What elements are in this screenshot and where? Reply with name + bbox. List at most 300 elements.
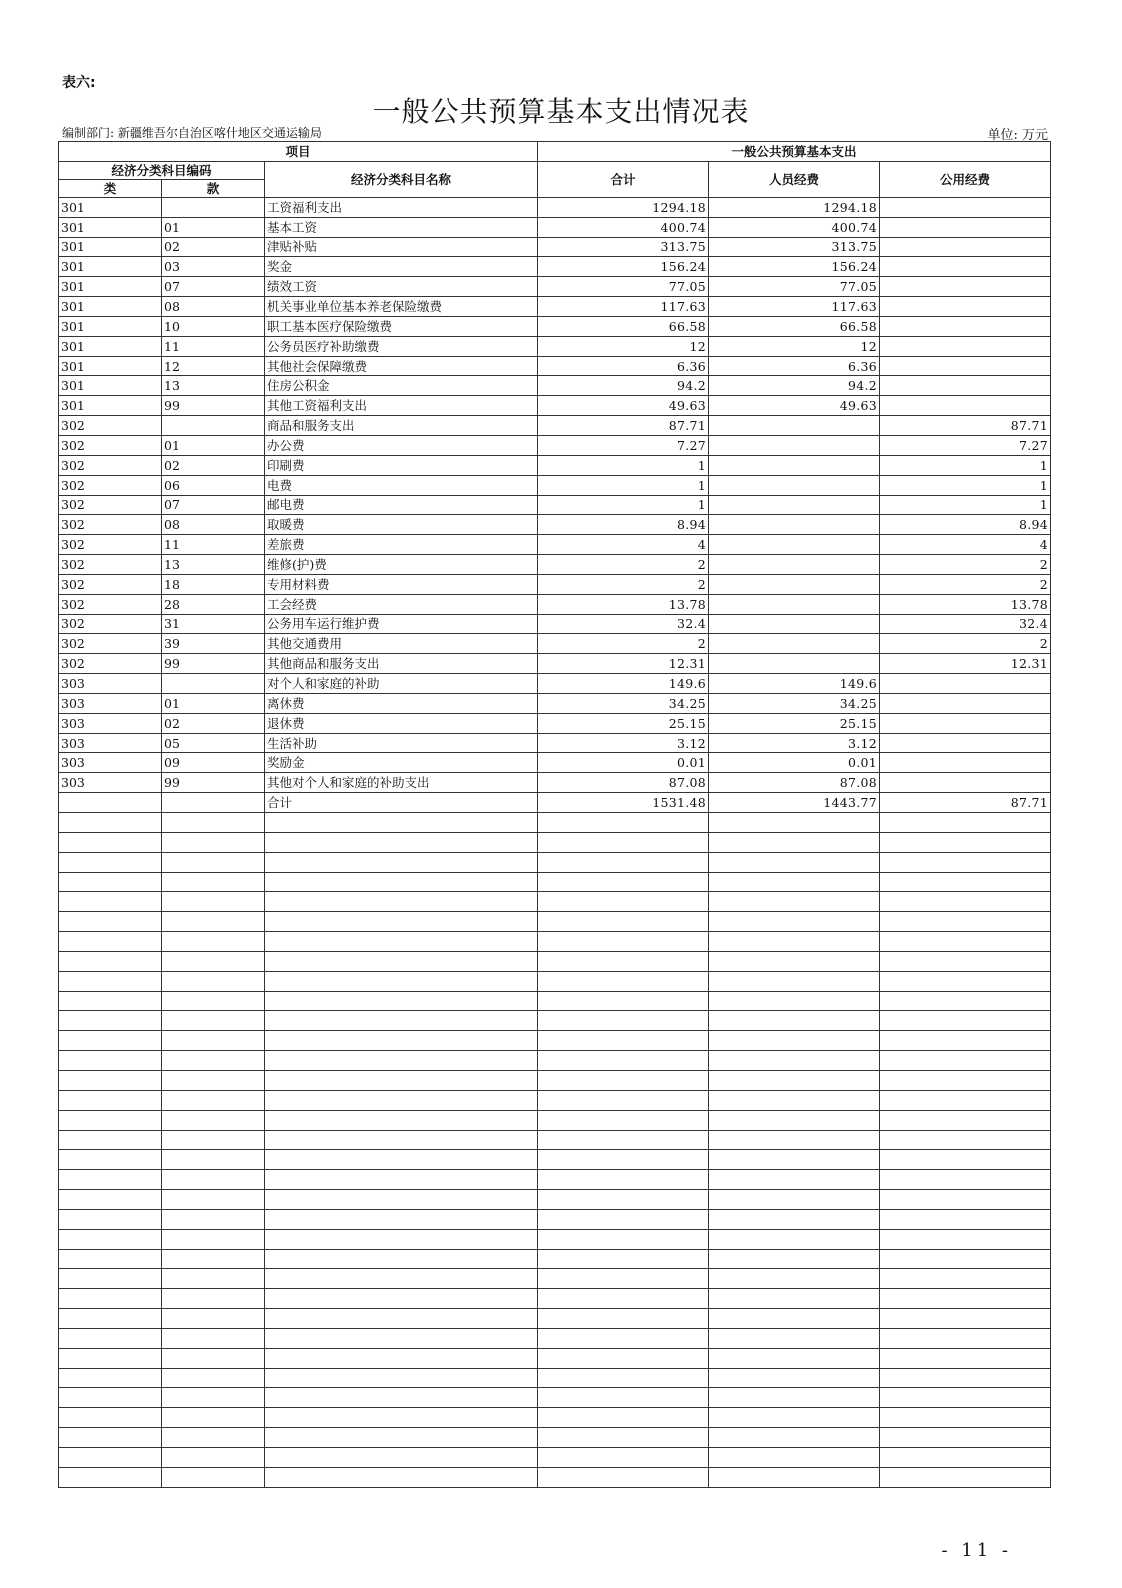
empty-cell xyxy=(59,832,162,852)
cell-lei: 302 xyxy=(59,594,162,614)
empty-cell xyxy=(880,1289,1051,1309)
empty-cell xyxy=(880,1070,1051,1090)
empty-cell xyxy=(538,971,709,991)
empty-cell xyxy=(162,1428,265,1448)
cell-total: 3.12 xyxy=(538,733,709,753)
empty-cell xyxy=(880,1328,1051,1348)
empty-cell xyxy=(538,1408,709,1428)
table-row xyxy=(59,634,1051,654)
cell-kuan: 99 xyxy=(162,396,265,416)
cell-lei: 302 xyxy=(59,475,162,495)
cell-personnel xyxy=(709,574,880,594)
empty-cell xyxy=(709,1368,880,1388)
cell-lei: 301 xyxy=(59,237,162,257)
cell-public: 4 xyxy=(880,535,1051,555)
cell-lei: 302 xyxy=(59,634,162,654)
empty-cell xyxy=(265,1388,538,1408)
empty-cell xyxy=(162,1467,265,1487)
cell-name: 其他交通费用 xyxy=(265,634,538,654)
table-row xyxy=(59,753,1051,773)
cell-name: 其他对个人和家庭的补助支出 xyxy=(265,773,538,793)
empty-cell xyxy=(162,1328,265,1348)
empty-cell xyxy=(880,892,1051,912)
empty-cell xyxy=(162,832,265,852)
empty-cell xyxy=(880,872,1051,892)
empty-row xyxy=(59,1051,1051,1071)
empty-cell xyxy=(265,932,538,952)
empty-cell xyxy=(59,932,162,952)
cell-lei: 301 xyxy=(59,257,162,277)
table-row xyxy=(59,197,1051,217)
empty-row xyxy=(59,991,1051,1011)
empty-cell xyxy=(880,1269,1051,1289)
empty-cell xyxy=(265,971,538,991)
cell-kuan: 13 xyxy=(162,555,265,575)
empty-cell xyxy=(538,912,709,932)
cell-lei: 302 xyxy=(59,515,162,535)
cell-name: 专用材料费 xyxy=(265,574,538,594)
cell-kuan xyxy=(162,674,265,694)
empty-cell xyxy=(538,1011,709,1031)
empty-row xyxy=(59,1467,1051,1487)
empty-cell xyxy=(880,991,1051,1011)
empty-row xyxy=(59,1130,1051,1150)
empty-cell xyxy=(265,951,538,971)
empty-cell xyxy=(59,1031,162,1051)
empty-cell xyxy=(59,1309,162,1329)
cell-lei: 302 xyxy=(59,535,162,555)
cell-total: 313.75 xyxy=(538,237,709,257)
cell-name: 电费 xyxy=(265,475,538,495)
empty-cell xyxy=(880,932,1051,952)
empty-row xyxy=(59,1209,1051,1229)
cell-kuan: 02 xyxy=(162,237,265,257)
cell-total: 2 xyxy=(538,555,709,575)
cell-name: 基本工资 xyxy=(265,217,538,237)
empty-cell xyxy=(538,892,709,912)
table-row xyxy=(59,416,1051,436)
empty-cell xyxy=(709,932,880,952)
cell-public: 13.78 xyxy=(880,594,1051,614)
cell-public xyxy=(880,316,1051,336)
cell-public xyxy=(880,674,1051,694)
cell-lei: 302 xyxy=(59,614,162,634)
cell-personnel: 400.74 xyxy=(709,217,880,237)
empty-cell xyxy=(265,1368,538,1388)
empty-row xyxy=(59,1289,1051,1309)
table-row xyxy=(59,356,1051,376)
empty-cell xyxy=(59,1368,162,1388)
cell-name: 办公费 xyxy=(265,435,538,455)
cell-lei: 303 xyxy=(59,713,162,733)
empty-row xyxy=(59,1388,1051,1408)
cell-lei: 301 xyxy=(59,316,162,336)
empty-row xyxy=(59,1110,1051,1130)
empty-cell xyxy=(880,1150,1051,1170)
empty-cell xyxy=(880,1011,1051,1031)
cell-public: 12.31 xyxy=(880,654,1051,674)
cell-total: 34.25 xyxy=(538,693,709,713)
cell-kuan: 12 xyxy=(162,356,265,376)
empty-cell xyxy=(709,892,880,912)
empty-cell xyxy=(59,991,162,1011)
cell-kuan xyxy=(162,197,265,217)
empty-cell xyxy=(265,1110,538,1130)
table-row xyxy=(59,396,1051,416)
empty-cell xyxy=(880,1209,1051,1229)
cell-kuan: 99 xyxy=(162,773,265,793)
empty-cell xyxy=(880,1051,1051,1071)
cell-kuan: 39 xyxy=(162,634,265,654)
cell-personnel xyxy=(709,495,880,515)
cell-kuan: 01 xyxy=(162,217,265,237)
empty-cell xyxy=(538,852,709,872)
cell-personnel xyxy=(709,416,880,436)
cell-public: 2 xyxy=(880,574,1051,594)
empty-cell xyxy=(538,1368,709,1388)
empty-cell xyxy=(162,1190,265,1210)
empty-cell xyxy=(538,1070,709,1090)
cell-public xyxy=(880,396,1051,416)
empty-cell xyxy=(59,1090,162,1110)
empty-cell xyxy=(265,1448,538,1468)
cell-name: 职工基本医疗保险缴费 xyxy=(265,316,538,336)
cell-total: 25.15 xyxy=(538,713,709,733)
empty-cell xyxy=(709,1090,880,1110)
code-group-header: 经济分类科目编码 xyxy=(59,161,265,179)
table-row xyxy=(59,237,1051,257)
empty-row xyxy=(59,813,1051,833)
cell-lei: 301 xyxy=(59,336,162,356)
cell-kuan: 03 xyxy=(162,257,265,277)
empty-cell xyxy=(59,1110,162,1130)
cell-public: 87.71 xyxy=(880,416,1051,436)
empty-cell xyxy=(538,1130,709,1150)
empty-row xyxy=(59,1170,1051,1190)
cell-lei: 303 xyxy=(59,773,162,793)
empty-row xyxy=(59,832,1051,852)
cell-name: 对个人和家庭的补助 xyxy=(265,674,538,694)
empty-cell xyxy=(880,1428,1051,1448)
cell-personnel: 156.24 xyxy=(709,257,880,277)
table-number-label: 表六: xyxy=(62,75,96,91)
empty-cell xyxy=(265,832,538,852)
kuan-header: 款 xyxy=(162,179,265,197)
table-row xyxy=(59,674,1051,694)
public-header: 公用经费 xyxy=(880,161,1051,197)
cell-public xyxy=(880,356,1051,376)
cell-name: 机关事业单位基本养老保险缴费 xyxy=(265,297,538,317)
cell-total: 117.63 xyxy=(538,297,709,317)
cell-name: 其他社会保障缴费 xyxy=(265,356,538,376)
empty-cell xyxy=(59,1269,162,1289)
cell-name: 维修(护)费 xyxy=(265,555,538,575)
empty-cell xyxy=(538,1328,709,1348)
empty-cell xyxy=(709,1011,880,1031)
cell-personnel: 12 xyxy=(709,336,880,356)
cell-name: 合计 xyxy=(265,793,538,813)
empty-cell xyxy=(880,1130,1051,1150)
cell-lei: 303 xyxy=(59,753,162,773)
table-row xyxy=(59,733,1051,753)
cell-kuan: 01 xyxy=(162,693,265,713)
empty-cell xyxy=(265,1031,538,1051)
empty-cell xyxy=(880,1309,1051,1329)
cell-kuan: 08 xyxy=(162,515,265,535)
empty-cell xyxy=(162,1448,265,1468)
empty-cell xyxy=(265,1011,538,1031)
empty-cell xyxy=(880,1190,1051,1210)
table-row xyxy=(59,515,1051,535)
empty-cell xyxy=(538,1229,709,1249)
cell-lei: 303 xyxy=(59,693,162,713)
empty-cell xyxy=(538,1448,709,1468)
empty-cell xyxy=(265,912,538,932)
empty-cell xyxy=(538,1269,709,1289)
empty-cell xyxy=(162,991,265,1011)
empty-row xyxy=(59,1408,1051,1428)
cell-personnel xyxy=(709,435,880,455)
cell-personnel xyxy=(709,455,880,475)
cell-total: 66.58 xyxy=(538,316,709,336)
table-row xyxy=(59,614,1051,634)
empty-cell xyxy=(538,991,709,1011)
cell-public: 1 xyxy=(880,475,1051,495)
empty-row xyxy=(59,1368,1051,1388)
table-row xyxy=(59,574,1051,594)
cell-name: 奖金 xyxy=(265,257,538,277)
table-row xyxy=(59,475,1051,495)
cell-kuan: 13 xyxy=(162,376,265,396)
project-header: 项目 xyxy=(59,142,538,162)
table-body xyxy=(59,197,1051,1487)
cell-total: 32.4 xyxy=(538,614,709,634)
cell-total: 77.05 xyxy=(538,277,709,297)
cell-kuan: 10 xyxy=(162,316,265,336)
empty-cell xyxy=(162,912,265,932)
empty-cell xyxy=(162,1130,265,1150)
empty-cell xyxy=(162,852,265,872)
empty-cell xyxy=(265,1051,538,1071)
table-row xyxy=(59,316,1051,336)
empty-cell xyxy=(538,1388,709,1408)
empty-cell xyxy=(265,1190,538,1210)
empty-cell xyxy=(162,892,265,912)
empty-cell xyxy=(538,1190,709,1210)
cell-name: 住房公积金 xyxy=(265,376,538,396)
cell-public xyxy=(880,297,1051,317)
empty-cell xyxy=(538,1467,709,1487)
empty-cell xyxy=(59,852,162,872)
empty-row xyxy=(59,892,1051,912)
empty-cell xyxy=(709,1110,880,1130)
cell-personnel: 25.15 xyxy=(709,713,880,733)
empty-cell xyxy=(709,813,880,833)
table-row xyxy=(59,336,1051,356)
empty-cell xyxy=(265,872,538,892)
cell-total: 13.78 xyxy=(538,594,709,614)
cell-public: 2 xyxy=(880,555,1051,575)
empty-cell xyxy=(880,1249,1051,1269)
cell-personnel: 0.01 xyxy=(709,753,880,773)
cell-personnel: 1294.18 xyxy=(709,197,880,217)
empty-cell xyxy=(59,1130,162,1150)
empty-row xyxy=(59,1090,1051,1110)
empty-cell xyxy=(265,1408,538,1428)
cell-public xyxy=(880,773,1051,793)
empty-cell xyxy=(162,872,265,892)
cell-lei: 302 xyxy=(59,435,162,455)
cell-personnel: 6.36 xyxy=(709,356,880,376)
empty-cell xyxy=(59,1428,162,1448)
empty-row xyxy=(59,912,1051,932)
empty-cell xyxy=(709,1229,880,1249)
empty-row xyxy=(59,872,1051,892)
cell-kuan: 06 xyxy=(162,475,265,495)
empty-cell xyxy=(162,1051,265,1071)
cell-total: 87.08 xyxy=(538,773,709,793)
cell-lei: 301 xyxy=(59,197,162,217)
cell-total: 1 xyxy=(538,495,709,515)
cell-public: 1 xyxy=(880,495,1051,515)
cell-personnel xyxy=(709,594,880,614)
cell-public: 2 xyxy=(880,634,1051,654)
lei-header: 类 xyxy=(59,179,162,197)
empty-cell xyxy=(538,932,709,952)
cell-total: 8.94 xyxy=(538,515,709,535)
cell-name: 退休费 xyxy=(265,713,538,733)
cell-kuan: 28 xyxy=(162,594,265,614)
empty-cell xyxy=(709,1309,880,1329)
empty-cell xyxy=(709,1428,880,1448)
cell-personnel: 34.25 xyxy=(709,693,880,713)
empty-row xyxy=(59,971,1051,991)
empty-cell xyxy=(265,892,538,912)
empty-row xyxy=(59,1348,1051,1368)
empty-row xyxy=(59,1428,1051,1448)
cell-kuan: 11 xyxy=(162,535,265,555)
empty-cell xyxy=(265,991,538,1011)
cell-total: 1531.48 xyxy=(538,793,709,813)
table-row xyxy=(59,594,1051,614)
empty-cell xyxy=(162,1170,265,1190)
cell-total: 156.24 xyxy=(538,257,709,277)
cell-public xyxy=(880,237,1051,257)
cell-lei xyxy=(59,793,162,813)
empty-cell xyxy=(709,1031,880,1051)
cell-kuan: 09 xyxy=(162,753,265,773)
empty-cell xyxy=(709,1170,880,1190)
cell-lei: 301 xyxy=(59,376,162,396)
cell-name: 其他商品和服务支出 xyxy=(265,654,538,674)
cell-personnel xyxy=(709,555,880,575)
table-row xyxy=(59,257,1051,277)
table-row xyxy=(59,297,1051,317)
cell-name: 公务员医疗补助缴费 xyxy=(265,336,538,356)
cell-total: 2 xyxy=(538,574,709,594)
department-label: 编制部门: 新疆维吾尔自治区喀什地区交通运输局 xyxy=(62,126,322,140)
cell-lei: 301 xyxy=(59,297,162,317)
empty-cell xyxy=(59,1348,162,1368)
empty-cell xyxy=(265,1467,538,1487)
cell-lei: 302 xyxy=(59,495,162,515)
cell-lei: 301 xyxy=(59,396,162,416)
empty-row xyxy=(59,1328,1051,1348)
cell-personnel: 313.75 xyxy=(709,237,880,257)
cell-kuan: 11 xyxy=(162,336,265,356)
empty-cell xyxy=(162,1249,265,1269)
empty-cell xyxy=(538,1249,709,1269)
table-row xyxy=(59,793,1051,813)
empty-cell xyxy=(162,1090,265,1110)
empty-cell xyxy=(709,1467,880,1487)
cell-total: 87.71 xyxy=(538,416,709,436)
empty-cell xyxy=(162,951,265,971)
cell-personnel: 49.63 xyxy=(709,396,880,416)
cell-kuan xyxy=(162,416,265,436)
cell-name: 工资福利支出 xyxy=(265,197,538,217)
table-row xyxy=(59,277,1051,297)
empty-cell xyxy=(162,1309,265,1329)
empty-cell xyxy=(538,1150,709,1170)
table-row xyxy=(59,376,1051,396)
empty-cell xyxy=(265,1130,538,1150)
empty-cell xyxy=(538,872,709,892)
empty-cell xyxy=(59,1209,162,1229)
cell-lei: 302 xyxy=(59,574,162,594)
empty-cell xyxy=(538,813,709,833)
table-row xyxy=(59,713,1051,733)
empty-cell xyxy=(59,1289,162,1309)
cell-total: 1 xyxy=(538,455,709,475)
cell-name: 工会经费 xyxy=(265,594,538,614)
empty-cell xyxy=(162,1408,265,1428)
empty-cell xyxy=(538,1090,709,1110)
cell-kuan: 01 xyxy=(162,435,265,455)
empty-cell xyxy=(59,1448,162,1468)
empty-cell xyxy=(538,832,709,852)
cell-total: 149.6 xyxy=(538,674,709,694)
empty-cell xyxy=(162,1011,265,1031)
empty-cell xyxy=(880,1229,1051,1249)
empty-cell xyxy=(538,1031,709,1051)
empty-cell xyxy=(59,1467,162,1487)
empty-cell xyxy=(709,1130,880,1150)
empty-cell xyxy=(265,1209,538,1229)
cell-total: 1294.18 xyxy=(538,197,709,217)
name-header: 经济分类科目名称 xyxy=(265,161,538,197)
cell-public: 32.4 xyxy=(880,614,1051,634)
empty-cell xyxy=(538,1051,709,1071)
empty-row xyxy=(59,1011,1051,1031)
empty-row xyxy=(59,1070,1051,1090)
empty-cell xyxy=(59,912,162,932)
empty-cell xyxy=(162,1031,265,1051)
cell-lei: 302 xyxy=(59,416,162,436)
empty-cell xyxy=(59,1328,162,1348)
empty-cell xyxy=(709,1289,880,1309)
cell-kuan: 31 xyxy=(162,614,265,634)
empty-cell xyxy=(538,1209,709,1229)
empty-row xyxy=(59,1190,1051,1210)
table-row xyxy=(59,773,1051,793)
cell-name: 津贴补贴 xyxy=(265,237,538,257)
empty-cell xyxy=(709,971,880,991)
empty-cell xyxy=(59,951,162,971)
cell-kuan: 02 xyxy=(162,455,265,475)
cell-personnel: 94.2 xyxy=(709,376,880,396)
cell-public xyxy=(880,277,1051,297)
